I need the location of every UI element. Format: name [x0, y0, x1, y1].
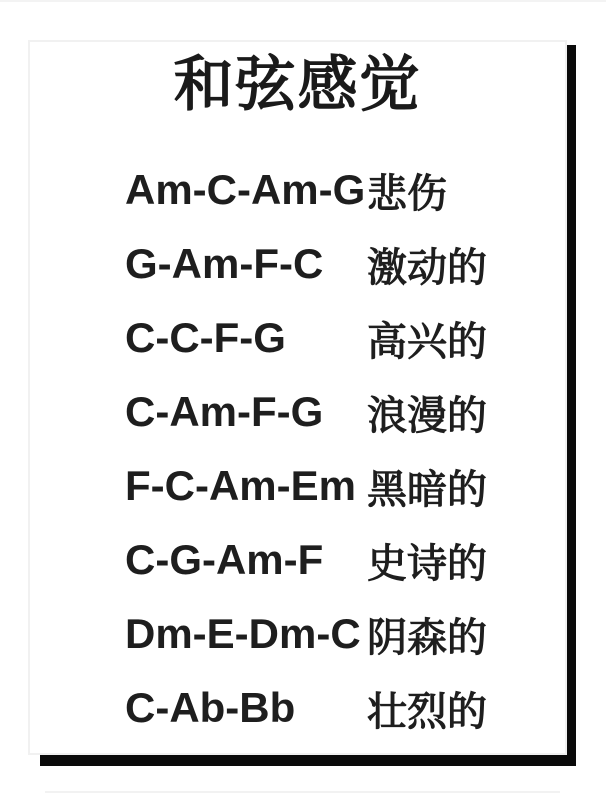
chord-row	[125, 449, 565, 523]
chord-row	[125, 597, 565, 671]
chord-row	[125, 523, 565, 597]
chord-progression: Dm-E-Dm-C	[125, 610, 361, 657]
chord-row	[125, 301, 565, 375]
chord-feeling: 高兴的	[367, 319, 487, 364]
chord-progression: C-C-F-G	[125, 314, 286, 361]
chord-feeling: 激动的	[367, 245, 487, 290]
chord-feeling: 阴森的	[367, 615, 487, 660]
chord-progression: G-Am-F-C	[125, 240, 324, 287]
chord-feeling: 黑暗的	[367, 467, 487, 512]
chord-row	[125, 153, 565, 227]
chord-row	[125, 375, 565, 449]
chord-progression: F-C-Am-Em	[125, 462, 356, 509]
chord-progression: C-Ab-Bb	[125, 684, 296, 731]
frame-bar-bottom	[40, 755, 576, 766]
chord-progression: Am-C-Am-G	[125, 166, 366, 213]
chord-progression: C-G-Am-F	[125, 536, 324, 583]
chord-feeling: 史诗的	[367, 541, 487, 586]
chord-progression: C-Am-F-G	[125, 388, 324, 435]
chord-feeling: 悲伤	[367, 171, 447, 216]
top-hairline-divider	[0, 0, 606, 2]
chord-feeling: 浪漫的	[367, 393, 487, 438]
page-title: 和弦感觉	[173, 51, 422, 118]
chord-row	[125, 671, 565, 745]
chord-row	[125, 227, 565, 301]
chord-feeling: 壮烈的	[367, 689, 487, 734]
bottom-hairline-divider	[45, 791, 560, 793]
chord-list	[125, 153, 565, 745]
frame-bar-right	[567, 45, 576, 765]
